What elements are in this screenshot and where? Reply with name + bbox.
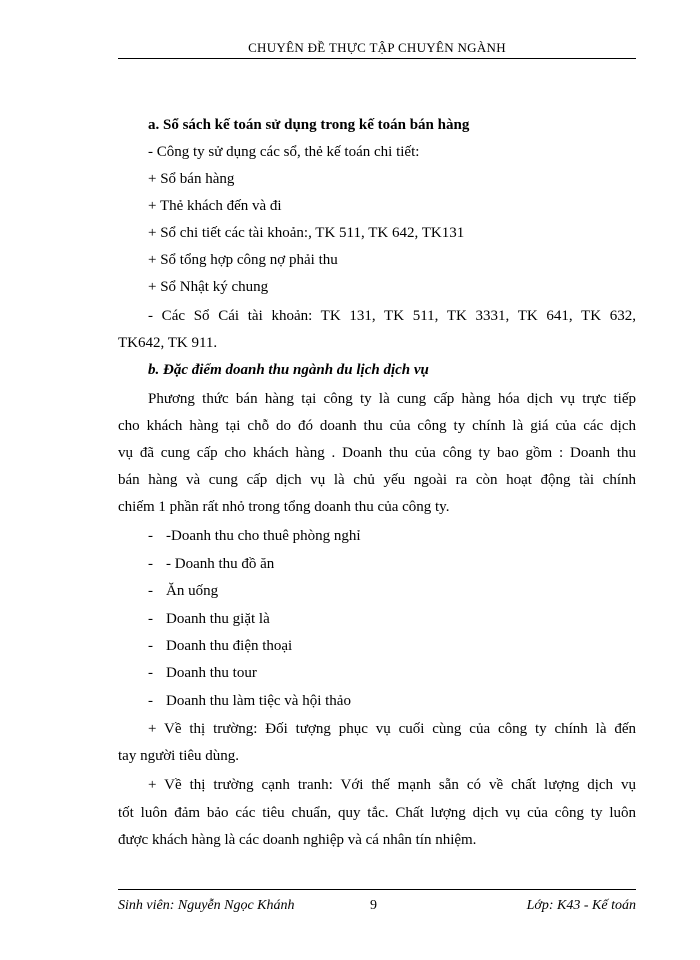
footer-divider <box>118 889 636 890</box>
footer-page-number: 9 <box>370 898 377 913</box>
section-b-heading: b. Đặc điểm doanh thu ngành du lịch dịch vụ <box>148 362 429 378</box>
section-a-intro: - Công ty sử dụng các sổ, thẻ kế toán chi tiết: <box>148 144 420 160</box>
ledger-item: + Sổ tổng hợp công nợ phải thu <box>148 252 338 268</box>
revenue-item: - Doanh thu giặt là <box>148 611 270 627</box>
paragraph-line: cho khách hàng tại chỗ do đó doanh thu của công ty chính là giá của các dịch <box>118 418 636 434</box>
ledger-item: + Sổ Nhật ký chung <box>148 279 269 295</box>
ledger-accounts-line-cont: TK642, TK 911. <box>118 335 218 351</box>
competition-paragraph-line: + Về thị trường cạnh tranh: Với thế mạnh sẵn có về chất lượng dịch vụ <box>148 777 636 793</box>
ledger-item: + Sổ bán hàng <box>148 171 235 187</box>
market-paragraph-line: + Về thị trường: Đối tượng phục vụ cuối cùng của công ty chính là đến <box>148 721 636 737</box>
paragraph-line: vụ đã cung cấp cho khách hàng . Doanh thu của công ty bao gồm : Doanh thu <box>118 445 636 461</box>
footer-class: Lớp: K43 - Kế toán <box>526 898 636 913</box>
paragraph-line: Phương thức bán hàng tại công ty là cung cấp hàng hóa dịch vụ trực tiếp <box>148 391 636 407</box>
competition-paragraph-line: tốt luôn đảm bảo các tiêu chuẩn, quy tắc. Chất lượng dịch vụ của công ty luôn <box>118 805 636 821</box>
ledger-accounts-line: - Các Sổ Cái tài khoản: TK 131, TK 511, TK 3331, TK 641, TK 632, <box>148 308 636 324</box>
footer-student: Sinh viên: Nguyễn Ngọc Khánh <box>118 898 295 913</box>
paragraph-line: chiếm 1 phần rất nhỏ trong tổng doanh thu của công ty. <box>118 499 450 515</box>
revenue-item: - - Doanh thu đồ ăn <box>148 556 275 572</box>
header-divider <box>118 58 636 59</box>
paragraph-line: bán hàng và cung cấp dịch vụ là chủ yếu ngoài ra còn hoạt động tài chính <box>118 472 636 488</box>
ledger-item: + Sổ chi tiết các tài khoản:, TK 511, TK 642, TK131 <box>148 225 465 241</box>
market-paragraph-line: tay người tiêu dùng. <box>118 748 240 764</box>
revenue-item: - Doanh thu tour <box>148 665 257 681</box>
revenue-item: - Doanh thu làm tiệc và hội thảo <box>148 693 351 709</box>
revenue-item: - Doanh thu điện thoại <box>148 638 293 654</box>
page-header-title: CHUYÊN ĐỀ THỰC TẬP CHUYÊN NGÀNH <box>248 40 506 55</box>
competition-paragraph-line: được khách hàng là các doanh nghiệp và cá nhân tín nhiệm. <box>118 832 477 848</box>
page-footer <box>118 898 636 916</box>
section-a-heading: a. Sổ sách kế toán sử dụng trong kế toán bán hàng <box>148 117 470 133</box>
ledger-item: + Thẻ khách đến và đi <box>148 198 282 214</box>
revenue-item: - Ăn uống <box>148 583 219 599</box>
revenue-item: - -Doanh thu cho thuê phòng nghỉ <box>148 528 361 544</box>
